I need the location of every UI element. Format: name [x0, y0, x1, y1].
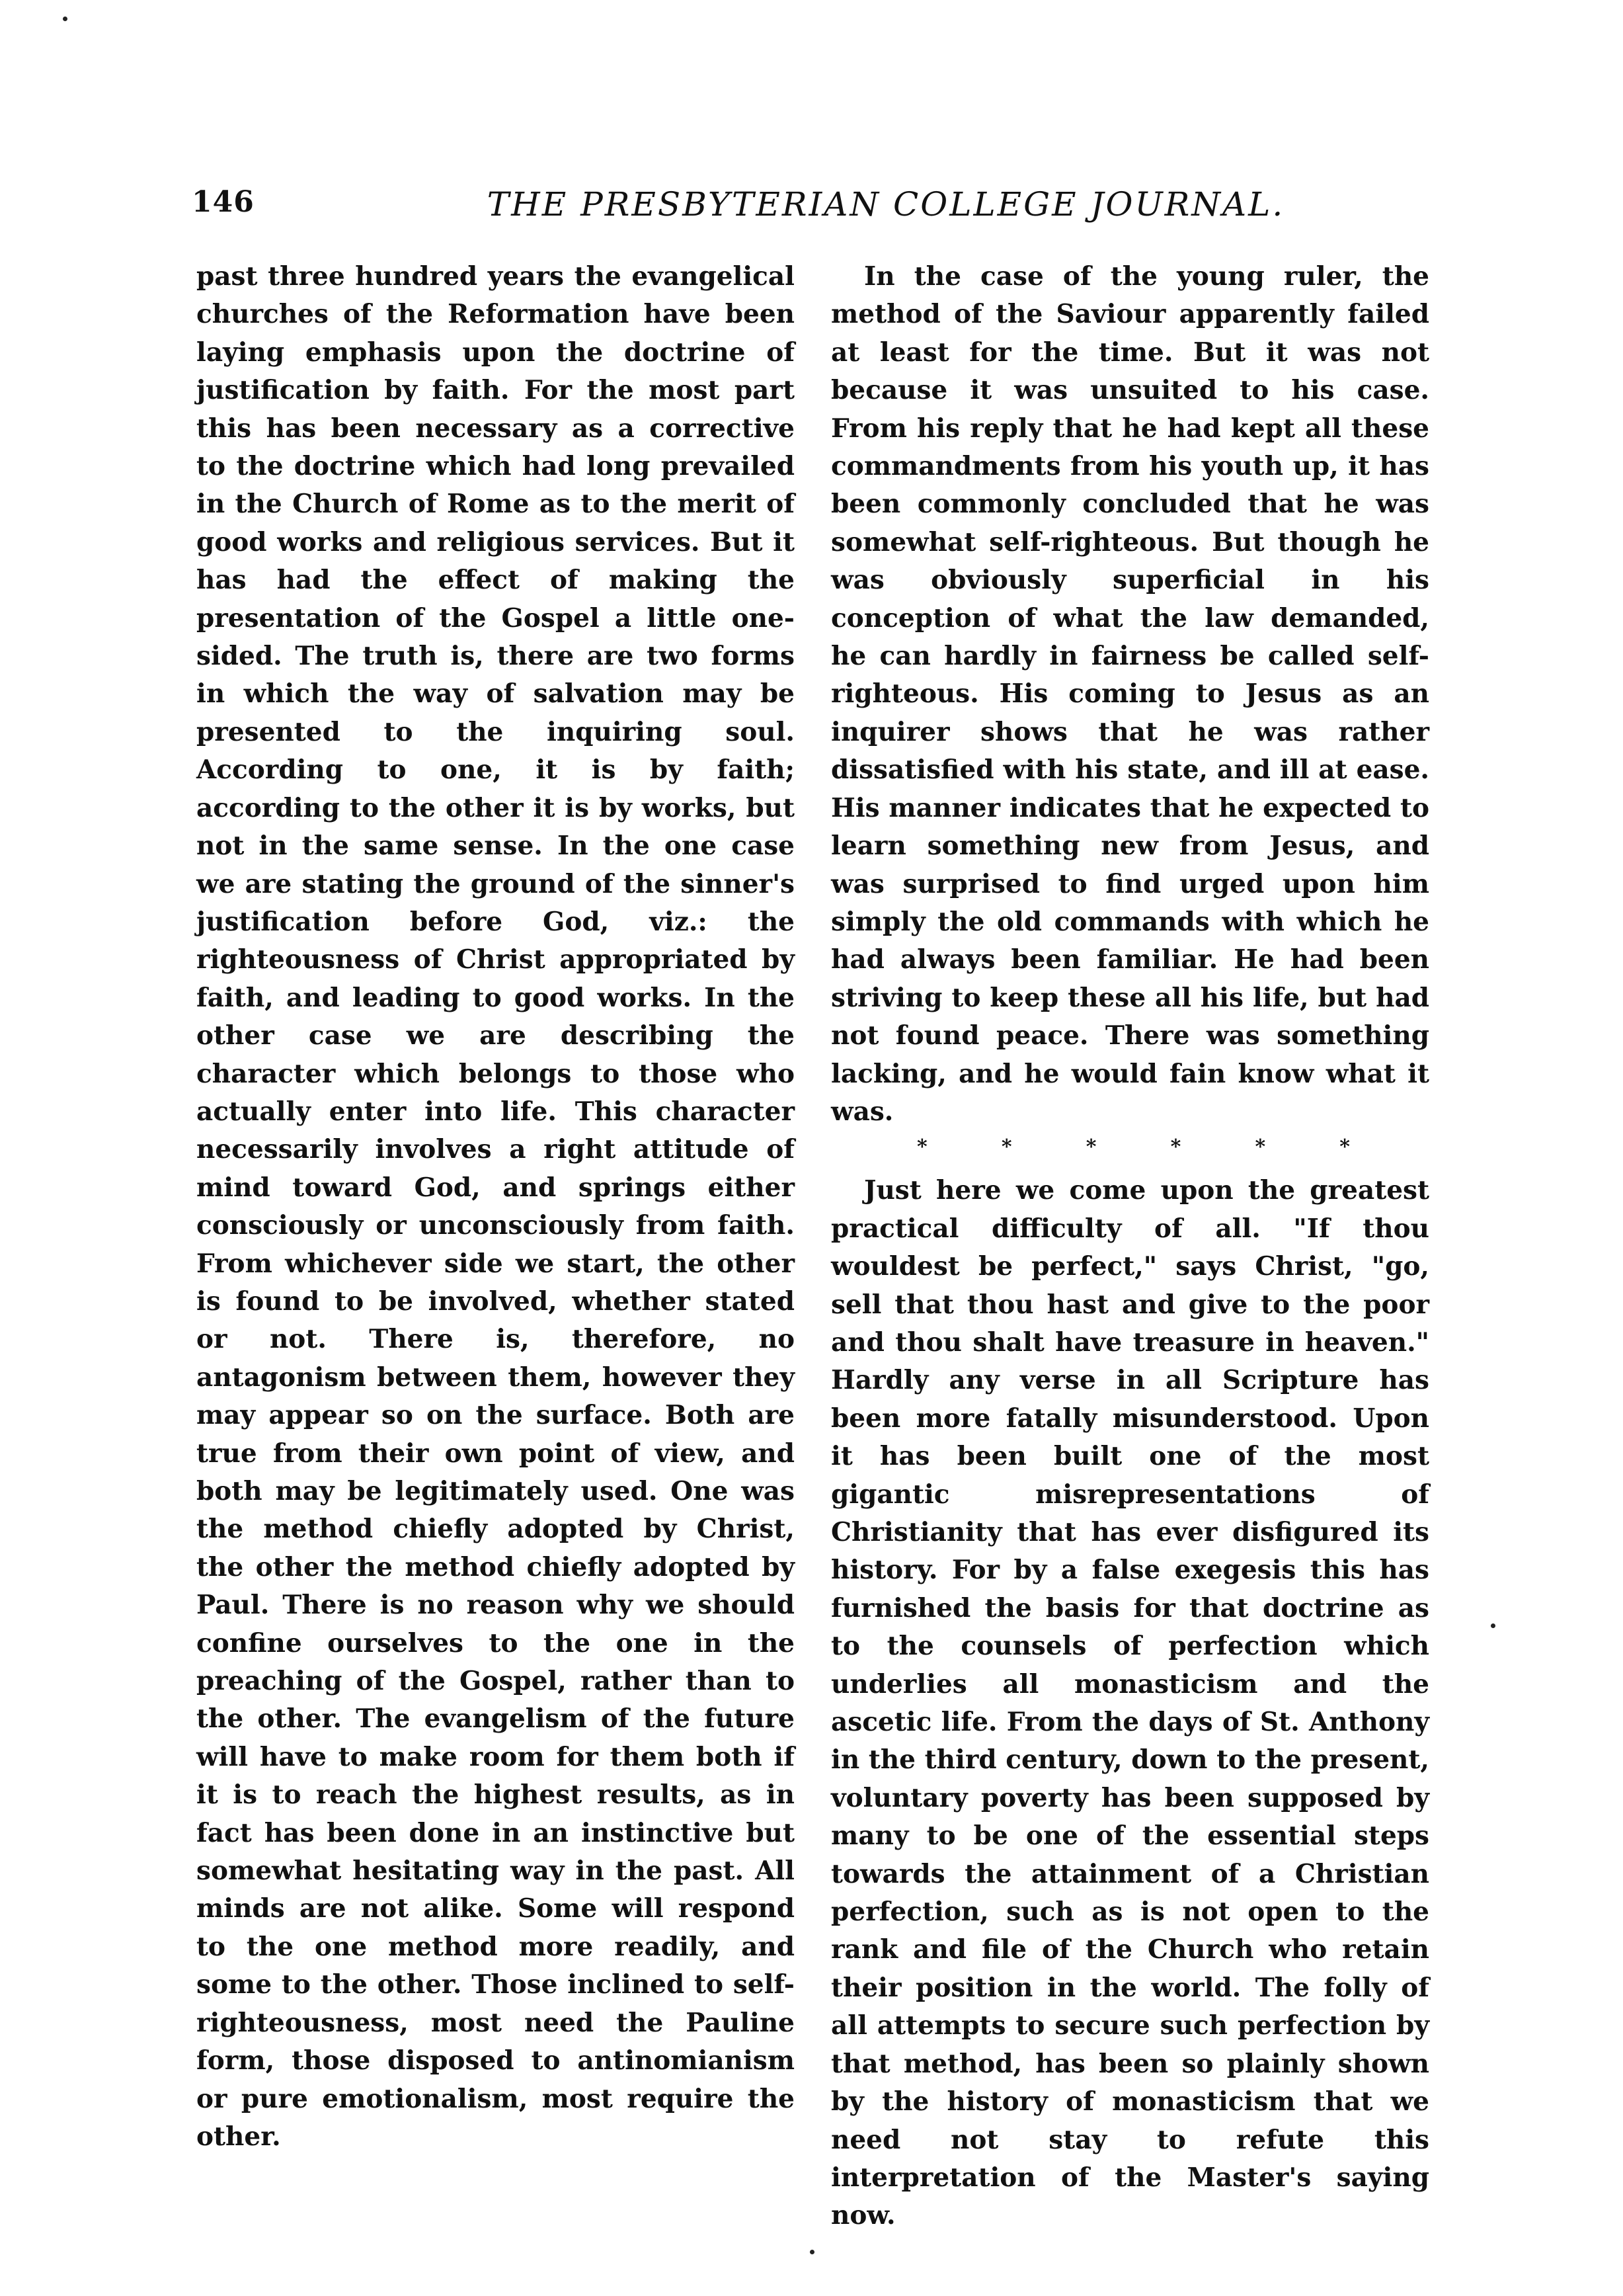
separator-star: * [1339, 1135, 1350, 1159]
separator-star: * [1086, 1135, 1097, 1159]
scan-speck [810, 2250, 814, 2254]
section-separator [831, 1131, 1429, 1164]
page-header [192, 185, 1448, 238]
scan-speck [63, 17, 67, 21]
separator-star: * [1001, 1135, 1012, 1159]
page-number: 146 [192, 185, 255, 219]
running-title: THE PRESBYTERIAN COLLEGE JOURNAL. [487, 185, 1285, 224]
separator-star: * [1255, 1135, 1266, 1159]
left-column [196, 258, 795, 2156]
right-paragraph-1: In the case of the young ruler, the method of the Saviour apparently failed at least for the time. But it was not because it was unsuited to his case. From his reply that he had kept all these commandments from his youth up, it has been commonly concluded that he was somewhat self-righteous. But though he was obviously superficial in his conception of what the law demanded, he can hardly in fairness be called self-righteous. His coming to Jesus as an inquirer shows that he was rather dissatisfied with his state, and ill at ease. His manner indicates that he expected to learn something new from Jesus, and was surprised to find urged upon him simply the old commands with which he had always been familiar. He had been striving to keep these all his life, but had not found peace. There was something lacking, and he would fain know what it was. [831, 261, 1429, 1127]
right-paragraph-2: Just here we come upon the greatest practical difficulty of all. "If thou wouldest be perfect," says Christ, "go, sell that thou hast and give to the poor and thou shalt have treasure in heaven." Hardly any verse in all Scripture has been more fatally misunderstood. Upon it has been built one of the most gigantic misrepresentations of Christianity that has ever disfigured its history. For by a false exegesis this has furnished the basis for that doctrine as to the counsels of perfection which underlies all monasticism and the ascetic life. From the days of St. Anthony in the third century, down to the present, voluntary poverty has been supposed by many to be one of the essential steps towards the attainment of a Christian perfection, such as is not open to the rank and file of the Church who retain their position in the world. The folly of all attempts to secure such perfection by that method, has been so plainly shown by the history of monasticism that we need not stay to refute this interpretation of the Master's saying now. [831, 1175, 1429, 2231]
scan-speck [1491, 1623, 1495, 1628]
left-paragraph: past three hundred years the evangelical churches of the Reformation have been laying emphasis upon the doctrine of justification by faith. For the most part this has been necessary as a corrective to the doctrine which had long prevailed in the Church of Rome as to the merit of good works and religious services. But it has had the effect of making the presentation of the Gospel a little one-sided. The truth is, there are two forms in which the way of salvation may be presented to the inquiring soul. According to one, it is by faith; according to the other it is by works, but not in the same sense. In the one case we are stating the ground of the sinner's justification before God, viz.: the righteousness of Christ appropriated by faith, and leading to good works. In the other case we are describing the character which belongs to those who actually enter into life. This character necessarily involves a right attitude of mind toward God, and springs either consciously or unconsciously from faith. From whichever side we start, the other is found to be involved, whether stated or not. There is, therefore, no antagonism between them, however they may appear so on the surface. Both are true from their own point of view, and both may be legitimately used. One was the method chiefly adopted by Christ, the other the method chiefly adopted by Paul. There is no reason why we should confine ourselves to the one in the preaching of the Gospel, rather than to the other. The evangelism of the future will have to make room for them both if it is to reach the highest results, as in fact has been done in an instinctive but somewhat hesitating way in the past. All minds are not alike. Some will respond to the one method more readily, and some to the other. Those inclined to self-righteousness, most need the Pauline form, those disposed to antinomianism or pure emotionalism, most require the other. [196, 261, 795, 2152]
separator-star: * [1170, 1135, 1181, 1159]
separator-star: * [917, 1135, 928, 1159]
right-column [831, 258, 1429, 2235]
